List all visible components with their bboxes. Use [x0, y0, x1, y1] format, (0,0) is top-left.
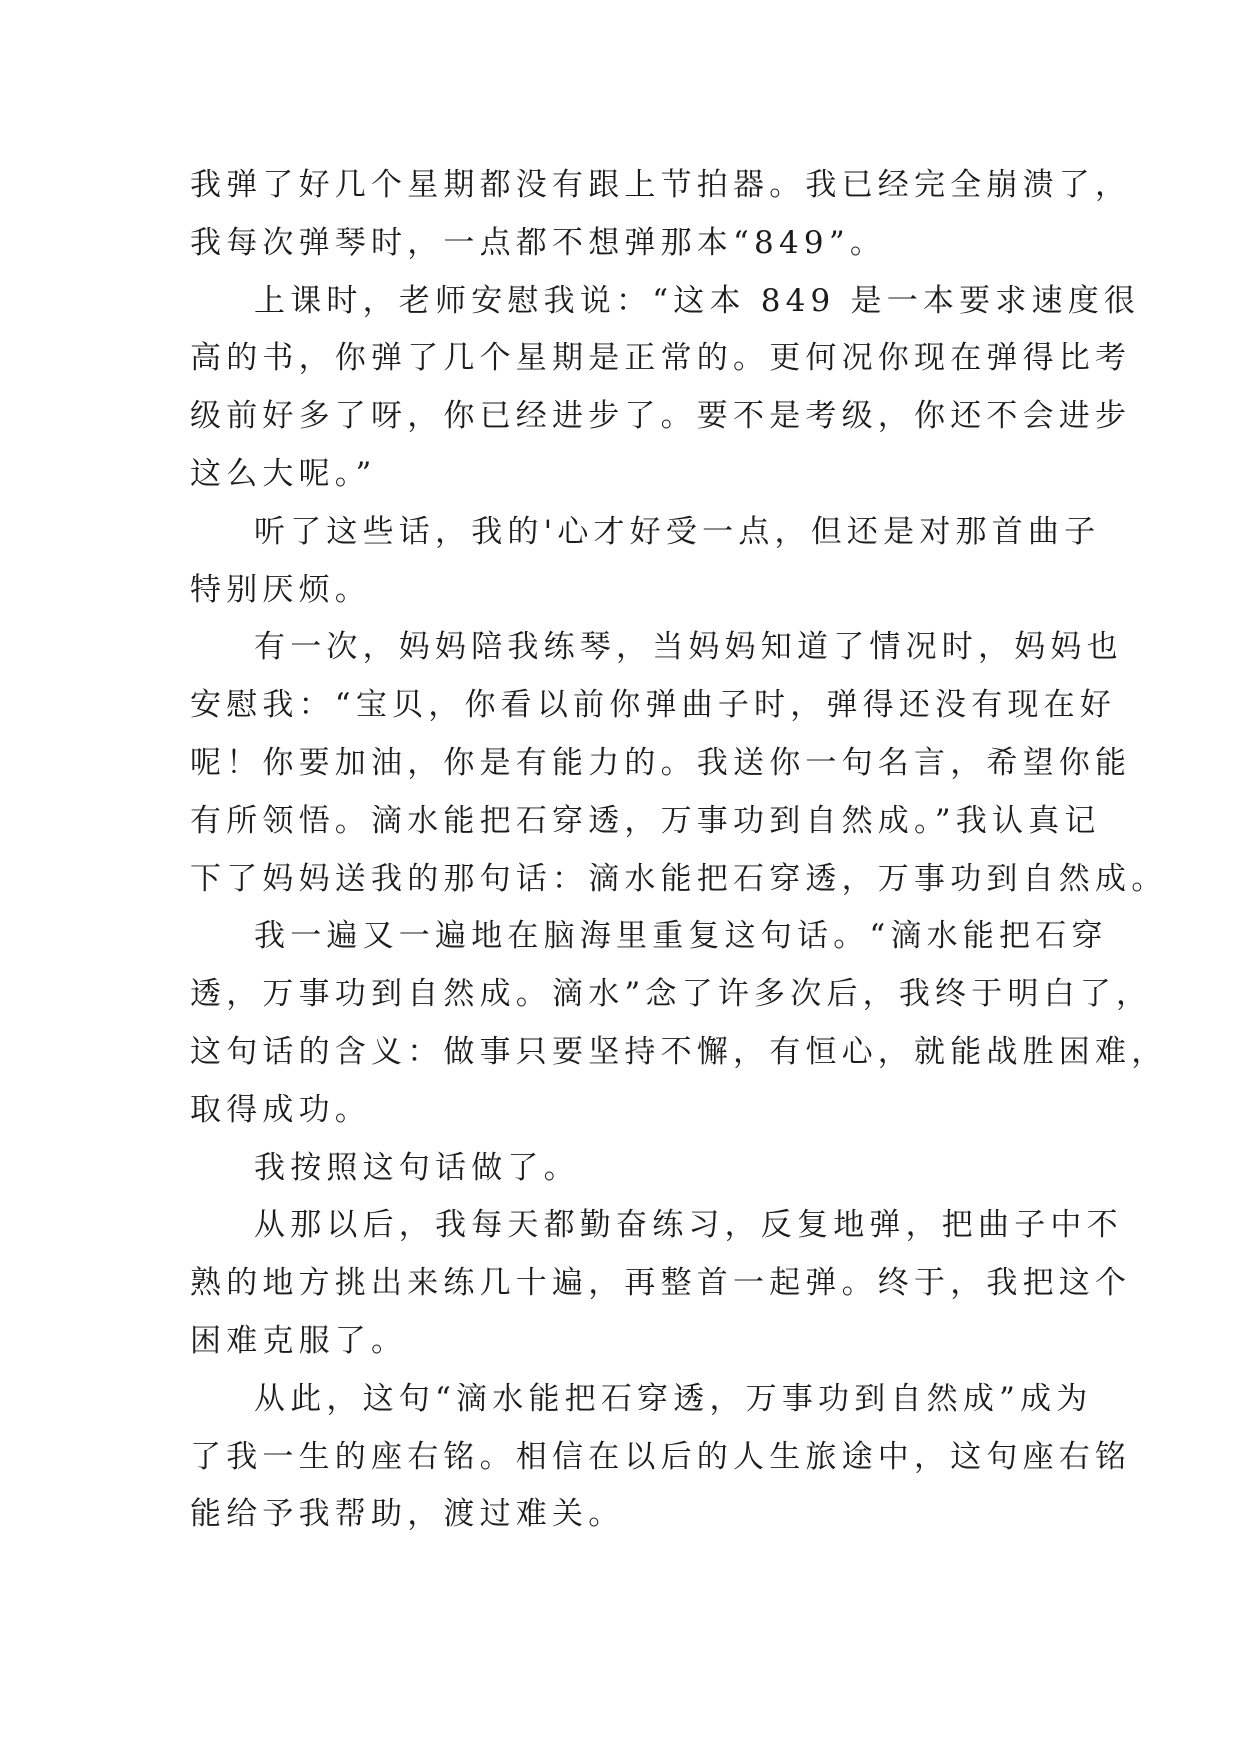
text-line: 从此，这句“滴水能把石穿透，万事功到自然成”成为 [254, 1380, 1093, 1417]
text-line: 这句话的含义：做事只要坚持不懈，有恒心，就能战胜困难， [190, 1033, 1168, 1070]
text-line: 透，万事功到自然成。滴水”念了许多次后，我终于明白了， [190, 976, 1153, 1013]
document-body [190, 157, 1168, 1544]
text-line: 级前好多了呀，你已经进步了。要不是考级，你还不会进步 [190, 398, 1132, 435]
text-line: 下了妈妈送我的那句话：滴水能把石穿透，万事功到自然成。 [190, 860, 1168, 897]
text-line: 这么大呢。” [190, 455, 377, 492]
text-line: 我一遍又一遍地在脑海里重复这句话。“滴水能把石穿 [254, 918, 1108, 955]
text-line: 我按照这句话做了。 [254, 1149, 580, 1186]
text-line: 困难克服了。 [190, 1322, 408, 1359]
text-line: 听了这些话，我的'心才好受一点，但还是对那首曲子 [254, 513, 1101, 550]
text-line: 高的书，你弹了几个星期是正常的。更何况你现在弹得比考 [190, 340, 1132, 377]
text-line: 安慰我：“宝贝，你看以前你弹曲子时，弹得还没有现在好 [190, 687, 1117, 724]
text-line: 熟的地方挑出来练几十遍，再整首一起弹。终于，我把这个 [190, 1265, 1132, 1302]
text-line: 从那以后，我每天都勤奋练习，反复地弹，把曲子中不 [254, 1207, 1123, 1244]
text-line: 我弹了好几个星期都没有跟上节拍器。我已经完全崩溃了， [190, 167, 1132, 203]
text-line: 有一次，妈妈陪我练琴，当妈妈知道了情况时，妈妈也 [254, 629, 1123, 666]
text-line: 特别厌烦。 [190, 571, 371, 608]
text-line: 能给予我帮助，渡过难关。 [190, 1496, 625, 1533]
text-line: 上课时，老师安慰我说：“这本 849 是一本要求速度很 [254, 282, 1141, 319]
text-line: 取得成功。 [190, 1091, 371, 1128]
text-line: 我每次弹琴时，一点都不想弹那本“849”。 [190, 224, 887, 261]
text-line: 了我一生的座右铭。相信在以后的人生旅途中，这句座右铭 [190, 1438, 1132, 1475]
text-line: 呢！你要加油，你是有能力的。我送你一句名言，希望你能 [190, 744, 1132, 781]
text-line: 有所领悟。滴水能把石穿透，万事功到自然成。”我认真记 [190, 802, 1101, 839]
